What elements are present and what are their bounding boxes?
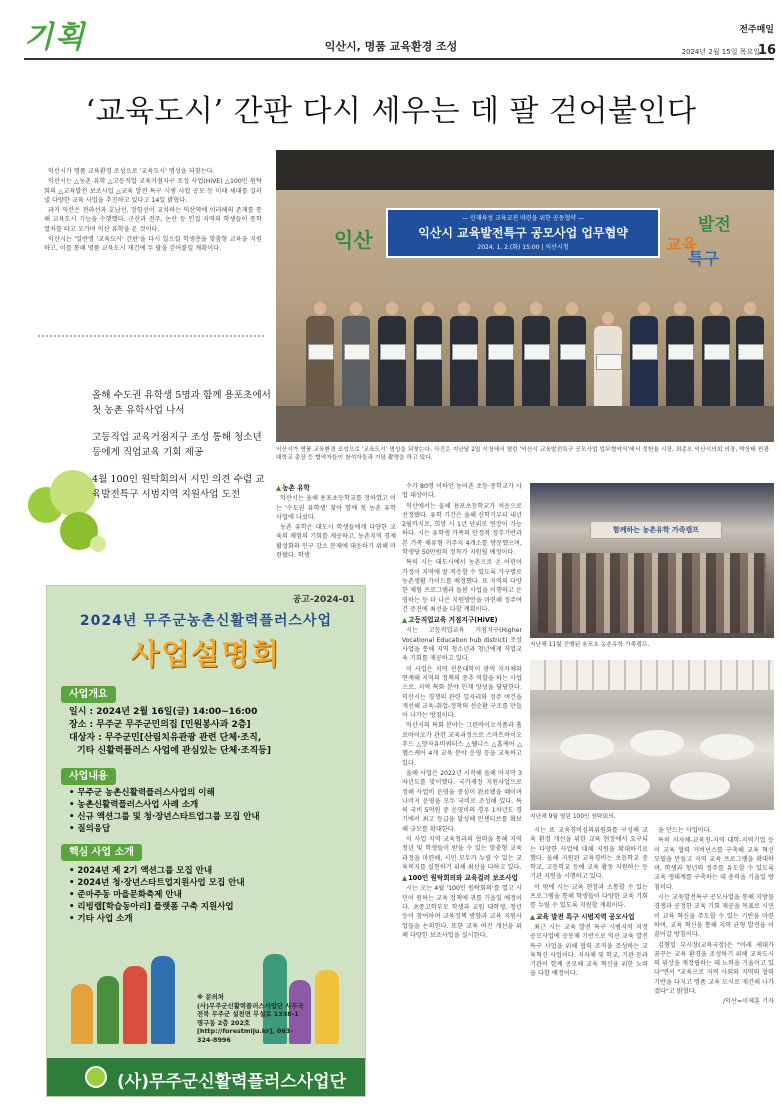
article-column-2	[402, 482, 522, 1106]
roundtable-table	[590, 772, 650, 800]
main-photo	[276, 150, 774, 442]
advertisement	[46, 585, 366, 1097]
byline: /익산=이제훈 기자	[722, 998, 774, 1006]
newspaper-name: 전주매일	[739, 25, 774, 35]
photo-banner-date: 2024. 1. 2.(화) 15:00 | 익산시청	[477, 244, 569, 251]
ad-footer-org: (사)무주군신활력플러스사업단	[117, 1072, 347, 1092]
photo-person	[306, 302, 334, 406]
paragraph: 수가 80명 이하인 농어촌 초등·중학교가 사업 대상이다.	[402, 483, 522, 500]
paragraph: 익산시의 특화 분야는 그린바이오식품과 홀로바이오가 관련 교육과정으로 스마트바이오푸드 △양자유비쿼터스 △웰니스 △홈케어 △헬스케어 4개 교육 분야 운영 등을 교육하고 있다.	[402, 722, 522, 767]
roundtable-table	[560, 734, 614, 760]
photo-ceiling	[276, 150, 774, 190]
paragraph: 시는 오는 4월 '100인 원탁회의'를 열고 시민이 원하는 교육 정책에 귀를 기울일 예정이다. 초중고학부모 학생과 교원 대학생, 청년 등이 참여하며 교육정책 방향과 교육 지원사업들을 논의한다. 또한 교육 여건 개선을 위해 다양한 보조사업을 실시한다.	[402, 885, 522, 939]
ad-section-overview: 사업개요	[61, 686, 116, 703]
photo-person	[702, 302, 730, 406]
photo-banner-title: 익산시 교육발전특구 공모사업 업무협약	[418, 226, 628, 240]
triangle-icon: ▲	[530, 912, 536, 921]
ad-overview-line: 대상자 : 무주군민[산림치유관광 관련 단체·조직,	[69, 733, 262, 743]
ad-figure	[315, 970, 339, 1044]
lead-p2: 익산시는 △농촌 유학 △고등직업 교육거점지구 조성 사업(HiVE) △100인 원탁회의 △교육발전 보조사업 △교육 발전 특구 시범 사업 공모 등 미래 세대를 길러낼 다양한 교육 사업을 추진하고 있다고 14일 밝혔다.	[44, 178, 262, 204]
photo-person	[630, 302, 658, 406]
paragraph: 이 밖에 시는 교육 현장과 소통할 수 있는 프로그램을 통해 학생들이 다양한 교육 기회를 누릴 수 있도록 지원할 계획이다.	[530, 883, 648, 910]
photo-word-right-1: 교육	[666, 235, 697, 254]
ad-section-content: 사업내용	[61, 768, 116, 785]
subhead-text: 교육 발전 특구 시범지역 공모사업	[536, 912, 635, 921]
ad-title: 2024년 무주군농촌신활력플러스사업	[79, 613, 333, 629]
ad-content-item: • 질의응답	[69, 824, 111, 834]
lead-paragraphs	[44, 167, 262, 255]
paragraph: 농촌 유학은 대도시 학생들에게 다양한 교육의 체험의 기회를 제공하고, 농촌지역 경제 활성화와 인구 감소 문제에 대응하기 위해 마련됐다. 학생	[276, 524, 396, 560]
photo-person	[558, 302, 586, 406]
photo-word-right-3: 특구	[688, 249, 719, 268]
sub-decks	[92, 388, 272, 514]
page-section-title: 익산시, 명품 교육환경 조성	[324, 40, 458, 53]
camp-photo-crowd	[538, 553, 766, 633]
paragraph: 김형일 부시장(교육국장)은 "미래 세대가 꿈꾸는 교육 환경을 조성하기 위해 교육도시의 위상을 재정립하는 데 노력을 기울이고 있다"면서 "교육으로 지역 사회와 지역의 협력 기반을 다지고 명품 교육 도시로 재건해 나가겠다"고 밝혔다.	[654, 941, 774, 996]
photo-person	[594, 312, 622, 406]
photo-person	[736, 302, 764, 406]
paragraph: 시는 또 교육경비심의위원회를 구성해 교육 환경 개선을 위한 교육 현장에서 요구되는 다양한 사업에 대해 지원을 확대하기로 했다. 올해 지원된 교육경비는 초등학교 중학교, 고등학교 등에 교육 활동 지원하는 등 기관 지원을 시행하고 있다.	[530, 827, 648, 881]
triangle-icon: ▲	[402, 616, 408, 625]
paragraph: 시는 교육발전특구 공모사업을 통해 지방물 경쟁과 공정한 교육 기회 제공을 목표로 시민이 교육 혁신을 주도할 수 있는 기반을 마련하며, 교육 혁신을 통해 지역 균형 발전을 이끌어갈 방침이다.	[654, 894, 774, 939]
sub-deck-2: 고등직업 교육거점지구 조성 통해 청소년 등에게 직업교육 기회 제공	[92, 432, 262, 458]
subhead-text: 농촌 유학	[282, 484, 310, 492]
ad-section-core: 핵심 사업 소개	[61, 844, 142, 861]
section-mark: 기획	[24, 20, 86, 55]
photo-banner-small: — 인재육성 교육교진 마련을 위한 공동협약 —	[462, 215, 584, 222]
photo-person	[378, 302, 406, 406]
photo-word-right-2: 발전	[698, 215, 731, 235]
photo-floor	[276, 406, 774, 442]
header-rule	[24, 58, 774, 60]
sub-deck-3: 4월 100인 원탁회의서 시민 의견 수렴 교육발전특구 시범지역 지원사업 도전	[92, 474, 265, 500]
ad-figure	[151, 956, 175, 1044]
subhead-text: 고등직업교육 거점지구(HiVE)	[408, 616, 498, 625]
ad-contact-line: [http://forestmiju.kr], 063-324-8996	[197, 1027, 293, 1044]
ad-footer	[47, 1058, 365, 1096]
photo-banner	[386, 208, 660, 258]
dotted-divider	[38, 335, 264, 337]
ad-overview-line: 기타 신활력플러스 사업에 관심있는 단체·조직등]	[77, 746, 271, 756]
ad-big-title: 사업설명회	[130, 637, 282, 671]
subhead-text: 100인 원탁회의와 교육걸러 보조사업	[408, 874, 518, 883]
paragraph: 익산시는 올해 용포초등학교를 정하였고 이는 '수도권 유학생' 찾아 함께 첫 농촌 유학 사업에 나섰다.	[276, 495, 396, 521]
ad-content-item: • 신규 액션그룹 및 청·장년스타트업그룹 모집 안내	[69, 812, 260, 822]
ad-overview-line: 일시 : 2024년 2월 16일(금) 14:00~16:00	[69, 707, 258, 717]
ad-core-item: • 기타 사업 소개	[69, 914, 133, 924]
ad-notice-code: 공고-2024-01	[292, 595, 355, 605]
decorative-circle	[90, 536, 106, 552]
photo-person	[666, 302, 694, 406]
article-column-4	[654, 826, 774, 1106]
paragraph: 올해 사업은 2022년 시작해 올해 마지막 3차년도를 맞이했다. 국가재정 지원사업으로 정해 사업비 운영을 중심이 완료됐을 때이며 나머지 운영을 모두 국비로 조성해 있다. 특히 국비 5억원 중 운영비의 경우 1차년도 경기에서 최고 등급을 달성해 인센티브를 확보해 규모를 확대한다.	[402, 769, 522, 833]
main-photo-caption: 익산시가 명품 교육환경 조성으로 '교육도시' 명성을 되찾는다. 사진은 지난달 2일 시청에서 열린 '익산시 교육발전특구 공모사업 업무협약식'에서 정헌율 시장, 최종오 익산시의회 의장, 박상태 원광대학교 총장 등 협약자들이 참석자들과 기념 촬영을 하고 있다.	[276, 447, 769, 461]
decorative-circle	[50, 470, 96, 516]
roundtable-photo	[530, 660, 774, 810]
photo-person	[522, 302, 550, 406]
ad-core-item: • 2024년 제 2기 액션그룹 모집 안내	[69, 866, 213, 876]
paragraph: 이 사업은 지역 전문대학이 광역 지자체와 연계해 지역의 정책의 중추 역할을 하는 사업으로, 지역 특화 분야 인재 양성을 담당한다. 익산시는 경쟁의 관련 일자리와 정주 여건을 개선해 교육-취업-정착의 선순환 구조를 만들어 나가는 방침이다.	[402, 665, 522, 720]
roundtable-ceiling	[530, 660, 774, 690]
paragraph: 최근 시는 교육 발전 특구 시범지역 지정 공모사업에 공동체 기반으로 익산 교육 발전 특구 사업을 위해 협력 조직을 조성하는 교육혁신 사업이다. 지자체 및 학교, 기관 등과 기관이 함께 공모해 교육 혁신을 위한 노력을 다할 예정이다.	[530, 923, 648, 978]
page-number: 16	[757, 43, 776, 58]
paragraph: 시는 고등직업교육 거점지구(Higher Vocational Education hub district) 조성사업을 통해 지역 청소년과 청년에게 직업교육 기회를 제공하고 있다.	[402, 627, 522, 663]
ad-figure	[123, 966, 147, 1044]
roundtable-table	[670, 772, 730, 800]
photo-person	[342, 302, 370, 406]
issue-date: 2024년 2월 15일 목요일	[681, 48, 760, 56]
article-column-1	[276, 482, 396, 561]
camp-photo	[530, 483, 774, 638]
photo-person	[486, 302, 514, 406]
ad-core-item: • 2024년 청·장년스타트업지원사업 모집 안내	[69, 878, 245, 888]
camp-photo-caption: 지난해 11월 진행된 용포초 농촌유학 가족캠프.	[530, 642, 650, 648]
sub-deck-1: 올해 수도권 유학생 5명과 함께 용포초에서 첫 농촌 유학사업 나서	[92, 390, 271, 416]
subhead-hive	[402, 616, 522, 625]
photo-person	[414, 302, 442, 406]
headline: ‘교육도시’ 간판 다시 세우는 데 팔 걷어붙인다	[85, 94, 697, 129]
paragraph: 이 사업 지역 교육청과의 협력을 통해 지역 청년 및 학생들이 받을 수 있는 맞춤형 교육과정을 마련해, 시민 모두가 누릴 수 있는 교육복지를 실현하기 위해 최선을 다하고 있다.	[402, 835, 522, 871]
ad-contact-line: (사)무주군신활력플러스사업단 사무국	[197, 1001, 304, 1010]
ad-logo-icon	[85, 1066, 107, 1088]
roundtable-table	[630, 730, 684, 756]
roundtable-table	[700, 734, 754, 760]
ad-core-item: • 준마주동 마을문화축제 안내	[69, 890, 182, 900]
camp-photo-banner: 함께하는 농촌유학 가족캠프	[590, 521, 722, 539]
roundtable-photo-caption: 지난해 9월 열린 100인 원탁회의.	[530, 814, 616, 820]
lead-p1: 익산시가 명품 교육환경 조성으로 '교육도시' 명성을 되찾는다.	[48, 168, 215, 175]
ad-overview-line: 장소 : 무주군 무주군민의집 [민원봉사과 2층]	[69, 720, 251, 730]
ad-core-item: • 리빙랩[학습동아리] 플랫폼 구축 지원사업	[69, 902, 234, 912]
ad-figure	[71, 984, 93, 1044]
triangle-icon: ▲	[276, 484, 282, 492]
paragraph: 을 만드는 사업이다.	[658, 827, 712, 834]
ad-content-item: • 무주군 농촌신활력플러스사업의 이해	[69, 788, 215, 798]
ad-figure	[97, 976, 119, 1044]
paragraph: 특히 시는 대도시에서 농촌으로 온 어린이 가정이 지역에 잘 적응할 수 있도록 가구별로 농촌생활 가이드를 배정했다. 또 지역의 다양한 체험 프로그램과 돌봄 사업을 이행하고 운영하는 등 더 나은 지원방안을 마련해 정주여건 증진에 최선을 다할 계획이다.	[402, 559, 522, 613]
subhead-special-zone	[530, 913, 648, 922]
ad-contact	[197, 993, 307, 1045]
triangle-icon: ▲	[402, 874, 408, 883]
ad-contact-line: ※ 문의처	[197, 993, 224, 1001]
subhead-rural-study	[276, 484, 396, 493]
paragraph: 특히 지자체-교육청-지역 대학-지역기업 등이 교육 협력 거버넌스를 구축해 교육 혁신 모델을 만들고 지역 교육 프로그램을 확대하며, 학생과 청년의 정주를 유도할 수 있도록 교육 생태계를 구축하는 데 총력을 기울일 방침이다.	[654, 837, 774, 891]
photo-person	[450, 302, 478, 406]
article-column-3	[530, 826, 648, 1106]
subhead-roundtable	[402, 874, 522, 883]
ad-contact-line: 전북 무주군 설천면 무설로 1338-1 명구동 2층 202호	[197, 1010, 299, 1027]
lead-p4: 익산시는 '일반명 '교육도시' 간판'을 다시 일으킬 학생층을 맞춤형 교육을 지원하고, 이를 통해 명품 교육도시 재건에 두 팔을 걷어붙일 계획이다.	[44, 236, 262, 253]
lead-p3: 과거 익산은 전라선과 호남선, 장항선이 교차하는 익산역에 이러해의 존재를 통해 교육도시 기능을 수행했다. 군산과 전주, 논산 등 인접 지역의 학생들이 통학 열차를 타고 오가며 익산 유학을 온 것이다.	[44, 207, 262, 233]
paragraph: 익산에서는 올해 용포초등학교가 처음으로 선정됐다. 유학 기간은 올해 신학기부터 내년 2월까지로, 희망 시 1년 단위로 연장이 가능하다. 시는 유학생 가족의 안정적 정주기반과 본 가족 체류형 거주지 4개소를 방문했으며, 학생당 50만원의 정착가 지원될 예정이다.	[402, 502, 522, 557]
ad-content-item: • 농촌신활력플러스사업 사례 소개	[69, 800, 199, 810]
photo-word-left: 익산	[334, 228, 373, 252]
